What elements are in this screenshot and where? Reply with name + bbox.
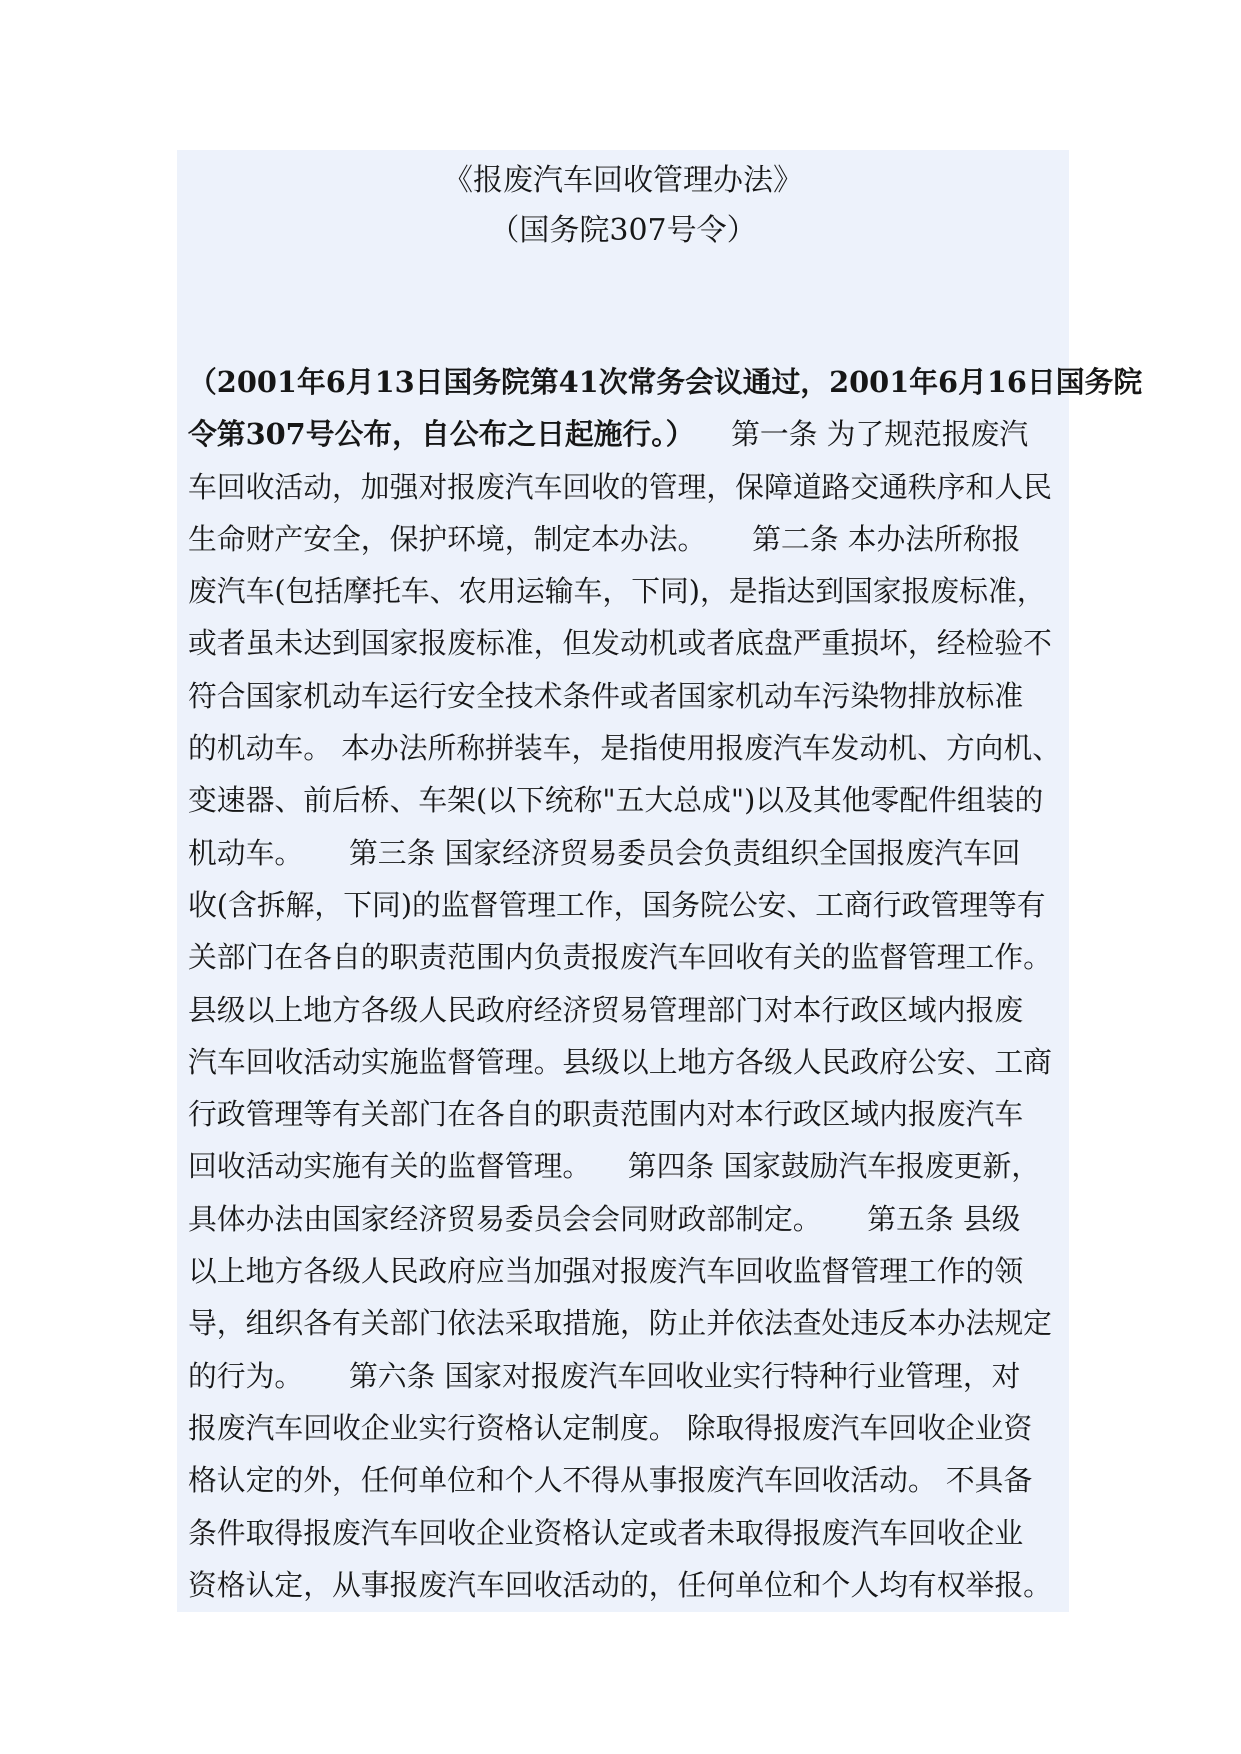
body-line: 生命财产安全，保护环境，制定本办法。 第二条 本办法所称报 [188, 521, 1021, 556]
preamble-line-1: （2001年6月13日国务院第41次常务会议通过，2001年6月16日国务院 [188, 365, 1143, 399]
body-line: 格认定的外，任何单位和个人不得从事报废汽车回收活动。 不具备 [188, 1463, 1033, 1498]
body-line: 汽车回收活动实施监督管理。县级以上地方各级人民政府公安、工商 [188, 1044, 1052, 1079]
body-line: 废汽车(包括摩托车、农用运输车，下同)，是指达到国家报废标准， [188, 574, 1046, 609]
body-line: 或者虽未达到国家报废标准，但发动机或者底盘严重损坏，经检验不 [188, 626, 1052, 661]
preamble-text: 令第307号公布，自公布之日起施行。） [188, 417, 695, 452]
body-line: 的机动车。 本办法所称拼装车，是指使用报废汽车发动机、方向机、 [188, 731, 1062, 766]
document-body [188, 356, 1143, 1611]
body-line: 的行为。 第六条 国家对报废汽车回收业实行特种行业管理，对 [188, 1358, 1021, 1393]
body-line: 条件取得报废汽车回收企业资格认定或者未取得报废汽车回收企业 [188, 1515, 1024, 1550]
body-line: 回收活动实施有关的监督管理。 第四条 国家鼓励汽车报废更新， [188, 1149, 1041, 1184]
document-title: 《报废汽车回收管理办法》 [443, 163, 803, 198]
body-line: 以上地方各级人民政府应当加强对报废汽车回收监督管理工作的领 [188, 1254, 1024, 1289]
body-line: 收(含拆解，下同)的监督管理工作，国务院公安、工商行政管理等有 [188, 887, 1046, 922]
body-line: 关部门在各自的职责范围内负责报废汽车回收有关的监督管理工作。 [188, 940, 1052, 975]
preamble-line-2 [188, 408, 1066, 460]
body-line: 车回收活动，加强对报废汽车回收的管理，保障道路交通秩序和人民 [188, 469, 1052, 504]
document-subtitle: （国务院307号令） [489, 213, 757, 248]
body-line: 机动车。 第三条 国家经济贸易委员会负责组织全国报废汽车回 [188, 835, 1021, 870]
body-line: 资格认定，从事报废汽车回收活动的，任何单位和个人均有权举报。 [188, 1567, 1052, 1602]
body-line: 行政管理等有关部门在各自的职责范围内对本行政区域内报废汽车 [188, 1097, 1024, 1132]
body-line: 符合国家机动车运行安全技术条件或者国家机动车污染物排放标准 [188, 678, 1024, 713]
article-text: 第一条 为了规范报废汽 [694, 417, 1029, 452]
body-line: 具体办法由国家经济贸易委员会会同财政部制定。 第五条 县级 [188, 1201, 1021, 1236]
body-line: 报废汽车回收企业实行资格认定制度。 除取得报废汽车回收企业资 [188, 1410, 1033, 1445]
body-line: 县级以上地方各级人民政府经济贸易管理部门对本行政区域内报废 [188, 992, 1024, 1027]
body-line: 变速器、前后桥、车架(以下统称"五大总成")以及其他零配件组装的 [188, 783, 1044, 818]
document-page [177, 150, 1143, 1612]
body-line: 导，组织各有关部门依法采取措施，防止并依法查处违反本办法规定 [188, 1306, 1052, 1341]
